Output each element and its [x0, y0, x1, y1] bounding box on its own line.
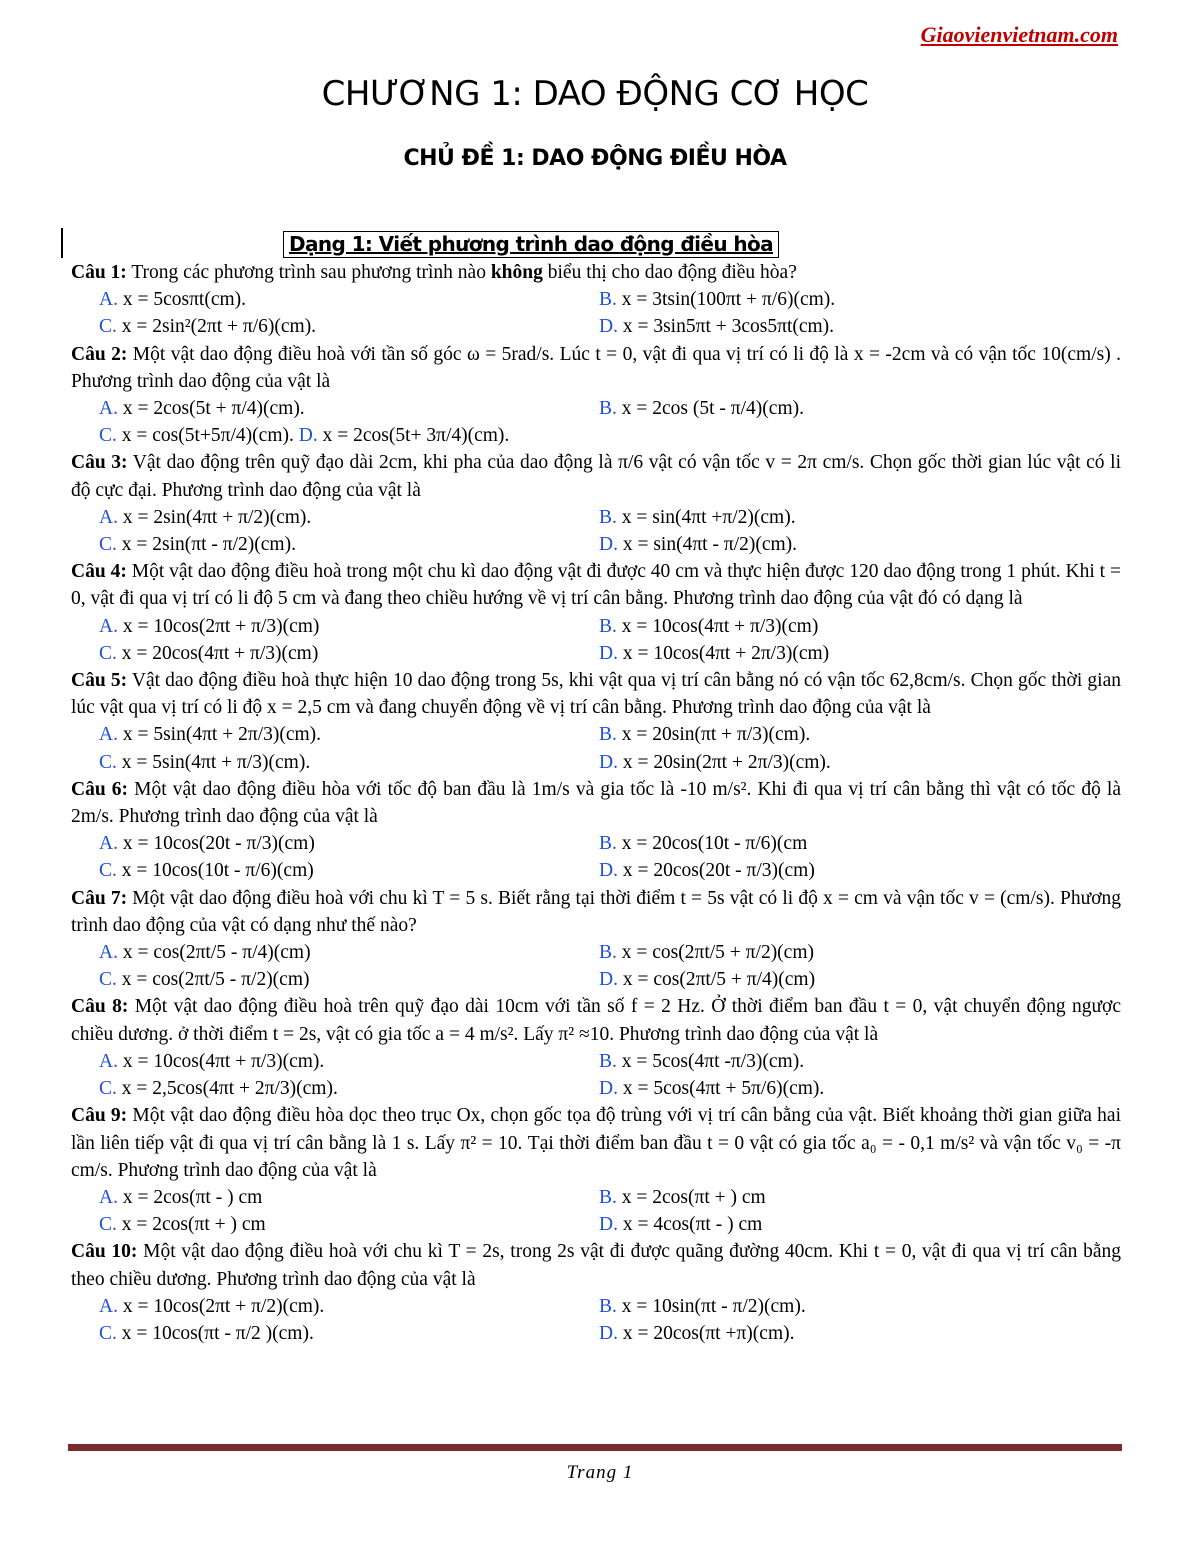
option-text: x = 20cos(10t - π/6)(cm [616, 833, 808, 855]
option-text: x = sin(4πt - π/2)(cm). [617, 534, 798, 556]
option-b[interactable] [571, 830, 1121, 857]
question-text: Một vật dao động điều hoà với chu kì T = 2s, trong 2s vật đi được quãng đường 40cm. Khi t = 0, vật đi qua vị trí cân bằng theo chiều dương. Phương trình dao động của vật là [71, 1241, 1122, 1290]
question-3 [71, 449, 1121, 503]
option-a[interactable] [71, 939, 571, 966]
option-letter: C. [99, 534, 117, 556]
option-letter: D. [599, 534, 618, 556]
option-text: x = 20cos(20t - π/3)(cm) [617, 860, 815, 882]
footer-rule [68, 1444, 1122, 1451]
topic-subtitle: CHỦ ĐỀ 1: DAO ĐỘNG ĐIỀU HÒA [403, 146, 787, 171]
question-label: Câu 7: [71, 887, 128, 909]
option-text: x = 2sin²(2πt + π/6)(cm). [116, 316, 317, 338]
option-text: x = 20sin(πt + π/3)(cm). [616, 724, 811, 746]
options-4 [71, 613, 1121, 667]
option-text: x = 2cos(πt + ) cm [616, 1186, 766, 1208]
options-2 [71, 395, 1121, 422]
option-letter: D. [298, 425, 318, 447]
option-a[interactable] [71, 504, 571, 531]
question-text: Trong các phương trình sau phương trình nào [126, 262, 491, 283]
option-a[interactable] [71, 395, 571, 422]
option-letter: C. [99, 969, 117, 991]
option-letter: A. [99, 506, 118, 528]
option-letter: D. [599, 316, 618, 338]
option-text: x = 3tsin(100πt + π/6)(cm). [616, 289, 836, 311]
option-text: x = cos(2πt/5 + π/2)(cm) [616, 942, 814, 964]
option-letter: D. [599, 1322, 618, 1344]
site-link[interactable]: Giaovienvietnam.com [920, 22, 1118, 47]
question-10 [71, 1238, 1121, 1292]
option-d[interactable] [571, 966, 1121, 993]
option-d[interactable] [571, 1320, 1121, 1347]
option-c[interactable] [71, 966, 571, 993]
option-text: x = 2cos(5t + π/4)(cm). [117, 398, 305, 420]
option-letter: D. [599, 642, 618, 664]
option-text: x = 10cos(4πt + 2π/3)(cm) [617, 642, 830, 664]
option-text: x = cos(2πt/5 - π/2)(cm) [116, 969, 310, 991]
options-1 [71, 286, 1121, 340]
option-letter: D. [599, 1078, 618, 1100]
option-d[interactable] [571, 313, 1121, 340]
question-label: Câu 6: [71, 778, 129, 800]
option-letter: A. [99, 615, 118, 637]
section-title: Dạng 1: Viết phương trình dao động điều hòa [288, 232, 774, 256]
options-3 [71, 504, 1121, 558]
option-a[interactable] [71, 1048, 571, 1075]
question-text: Một vật dao động điều hoà với chu kì T = 5 s. Biết rằng tại thời điểm t = 5s vật có li độ x = cm và vận tốc v = (cm/s). Phương trình dao động của vật có dạng như thế nào? [71, 887, 1122, 936]
option-text: x = 5cos(4πt + 5π/6)(cm). [617, 1078, 825, 1100]
option-b[interactable] [571, 1184, 1121, 1211]
option-d[interactable] [299, 425, 510, 446]
question-8 [71, 993, 1121, 1047]
option-text: x = 3sin5πt + 3cos5πt(cm). [617, 316, 835, 338]
option-text: x = cos(2πt/5 - π/4)(cm) [117, 942, 311, 964]
option-text: x = 5sin(4πt + π/3)(cm). [116, 751, 311, 773]
option-letter: D. [599, 969, 618, 991]
option-b[interactable] [571, 286, 1121, 313]
option-letter: A. [99, 1186, 118, 1208]
option-letter: D. [599, 860, 618, 882]
option-c[interactable] [71, 1075, 571, 1102]
text-cursor [61, 228, 63, 258]
option-letter: B. [599, 1050, 617, 1072]
option-letter: A. [99, 724, 118, 746]
question-text: Một vật dao động điều hòa với tốc độ ban đầu là 1m/s và gia tốc là -10 m/s². Khi đi qua vị trí cân bằng thì vật có tốc độ là 2m/s. Phương trình dao động của vật là [71, 778, 1122, 828]
option-b[interactable] [571, 1293, 1121, 1320]
option-text: x = 10cos(20t - π/3)(cm) [117, 833, 315, 855]
option-letter: B. [599, 1186, 617, 1208]
option-text: x = cos(2πt/5 + π/4)(cm) [617, 969, 816, 991]
option-a[interactable] [71, 830, 571, 857]
option-a[interactable] [71, 613, 571, 640]
option-letter: B. [599, 833, 617, 855]
option-letter: B. [599, 398, 617, 420]
question-emphasis: không [490, 262, 543, 283]
option-letter: D. [599, 1214, 618, 1236]
page-number: Trang 1 [566, 1462, 634, 1483]
option-letter: A. [99, 942, 118, 964]
option-text: x = 10cos(πt - π/2 )(cm). [116, 1322, 314, 1344]
option-letter: C. [99, 642, 117, 664]
question-9 [71, 1102, 1121, 1184]
option-c[interactable] [71, 313, 571, 340]
option-letter: C. [99, 1214, 117, 1236]
question-6 [71, 776, 1121, 830]
question-4 [71, 558, 1121, 612]
option-letter: B. [599, 1295, 617, 1317]
option-c[interactable] [71, 857, 571, 884]
option-b[interactable] [571, 504, 1121, 531]
option-letter: B. [599, 615, 617, 637]
option-text: x = 5cosπt(cm). [117, 289, 247, 311]
option-text: x = cos(5t+5π/4)(cm). [116, 425, 299, 447]
question-label: Câu 8: [71, 996, 129, 1018]
question-label: Câu 5: [71, 670, 128, 692]
option-letter: C. [99, 751, 117, 773]
option-text: x = sin(4πt +π/2)(cm). [616, 506, 796, 528]
question-1 [71, 259, 1121, 286]
option-c[interactable] [71, 640, 571, 667]
option-letter: B. [599, 942, 617, 964]
option-d[interactable] [571, 1211, 1121, 1238]
options-2-cd [71, 422, 1121, 449]
question-text: Một vật dao động điều hoà trong một chu kì dao động vật đi được 40 cm và thực hiện được 120 dao động trong 1 phút. Khi t = 0, vật đi qua vị trí có li độ 5 cm và đang theo chiều hướng về vị trí cân bằng. Phương trình dao động của vật đó có dạng là [71, 561, 1121, 610]
question-text: Một vật dao động điều hòa dọc theo trục Ox, chọn gốc tọa độ trùng với vị trí cân bằng của vật. Biết khoảng thời gian giữa hai lần liên tiếp vật đi qua vị trí cân bằng là 1 s. Lấy π² = 10. Tại thời điểm ban đầu t = 0 vật có gia tốc a₀ = - 0,1 m/s² và vận tốc v₀ = -π cm/s. Phương trình dao động của vật là [71, 1105, 1121, 1181]
options-6 [71, 830, 1121, 884]
option-a[interactable] [71, 721, 571, 748]
option-letter: A. [99, 1295, 118, 1317]
option-b[interactable] [571, 395, 1121, 422]
option-text: x = 20sin(2πt + 2π/3)(cm). [617, 751, 831, 773]
question-text: Một vật dao động điều hoà trên quỹ đạo dài 10cm với tần số f = 2 Hz. Ở thời điểm ban đầu t = 0, vật chuyển động ngược chiều dương. ở thời điểm t = 2s, vật có gia tốc a = 4 m/s². Lấy π² ≈10. Phương trình dao động của vật là [71, 996, 1122, 1045]
options-9 [71, 1184, 1121, 1238]
option-text: x = 2cos (5t - π/4)(cm). [616, 398, 804, 420]
option-text: x = 20cos(πt +π)(cm). [617, 1322, 795, 1344]
question-list [71, 259, 1121, 1347]
option-text: x = 10cos(4πt + π/3)(cm). [117, 1050, 325, 1072]
question-text: Vật dao động điều hoà thực hiện 10 dao động trong 5s, khi vật qua vị trí cân bằng nó có vận tốc 62,8cm/s. Chọn gốc thời gian lúc vật qua vị trí có li độ x = 2,5 cm và đang chuyển động về vị trí cân bằng. Phương trình dao động của vật là [71, 670, 1121, 719]
question-text: Một vật dao động điều hoà với tần số góc ω = 5rad/s. Lúc t = 0, vật đi qua vị trí có li độ là x = -2cm và có vận tốc 10(cm/s) . Phương trình dao động của vật là [71, 343, 1121, 392]
option-d[interactable] [571, 640, 1121, 667]
option-c[interactable] [71, 1211, 571, 1238]
option-c[interactable] [99, 425, 299, 446]
option-text: x = 10sin(πt - π/2)(cm). [616, 1295, 806, 1317]
option-text: x = 2sin(4πt + π/2)(cm). [117, 506, 312, 528]
option-text: x = 20cos(4πt + π/3)(cm) [116, 642, 319, 664]
chapter-title: CHƯƠNG 1: DAO ĐỘNG CƠ HỌC [321, 74, 869, 114]
question-7 [71, 885, 1121, 939]
option-a[interactable] [71, 1184, 571, 1211]
option-b[interactable] [571, 939, 1121, 966]
options-5 [71, 721, 1121, 775]
option-text: x = 10cos(2πt + π/2)(cm). [117, 1295, 325, 1317]
option-letter: A. [99, 1050, 118, 1072]
option-c[interactable] [71, 531, 571, 558]
option-letter: D. [599, 751, 618, 773]
option-text: x = 5cos(4πt -π/3)(cm). [616, 1050, 805, 1072]
question-label: Câu 10: [71, 1241, 138, 1263]
option-text: x = 10cos(2πt + π/3)(cm) [117, 615, 320, 637]
question-text: Vật dao động trên quỹ đạo dài 2cm, khi pha của dao động là π/6 vật có vận tốc v = 2π cm/s. Chọn gốc thời gian lúc vật có li độ cực đại. Phương trình dao động của vật là [71, 452, 1122, 501]
option-letter: C. [99, 425, 117, 447]
option-letter: C. [99, 1322, 117, 1344]
option-text: x = 2cos(πt - ) cm [117, 1186, 263, 1208]
question-label: Câu 3: [71, 452, 128, 474]
question-2 [71, 341, 1121, 395]
option-a[interactable] [71, 1293, 571, 1320]
option-d[interactable] [571, 749, 1121, 776]
option-d[interactable] [571, 1075, 1121, 1102]
option-letter: C. [99, 316, 117, 338]
question-label: Câu 2: [71, 343, 128, 365]
option-c[interactable] [71, 1320, 571, 1347]
option-a[interactable] [71, 286, 571, 313]
option-letter: A. [99, 398, 118, 420]
options-10 [71, 1293, 1121, 1347]
option-b[interactable] [571, 613, 1121, 640]
option-text: x = 2,5cos(4πt + 2π/3)(cm). [116, 1078, 338, 1100]
option-d[interactable] [571, 857, 1121, 884]
option-b[interactable] [571, 1048, 1121, 1075]
option-text: x = 4cos(πt - ) cm [617, 1214, 763, 1236]
option-letter: A. [99, 289, 118, 311]
question-label: Câu 1: [71, 262, 127, 283]
option-text: x = 10cos(4πt + π/3)(cm) [616, 615, 819, 637]
option-text: x = 2cos(5t+ 3π/4)(cm). [317, 425, 510, 447]
option-text: x = 2cos(πt + ) cm [116, 1214, 266, 1236]
option-text: x = 2sin(πt - π/2)(cm). [116, 534, 296, 556]
question-label: Câu 4: [71, 561, 127, 583]
option-letter: B. [599, 506, 617, 528]
question-label: Câu 9: [71, 1105, 128, 1127]
option-text: x = 5sin(4πt + 2π/3)(cm). [117, 724, 322, 746]
options-8 [71, 1048, 1121, 1102]
option-b[interactable] [571, 721, 1121, 748]
question-5 [71, 667, 1121, 721]
option-c[interactable] [71, 749, 571, 776]
question-text: biểu thị cho dao động điều hòa? [542, 262, 797, 283]
options-7 [71, 939, 1121, 993]
option-letter: B. [599, 289, 617, 311]
option-letter: A. [99, 833, 118, 855]
option-letter: C. [99, 860, 117, 882]
option-letter: C. [99, 1078, 117, 1100]
option-d[interactable] [571, 531, 1121, 558]
option-text: x = 10cos(10t - π/6)(cm) [116, 860, 314, 882]
option-letter: B. [599, 724, 617, 746]
